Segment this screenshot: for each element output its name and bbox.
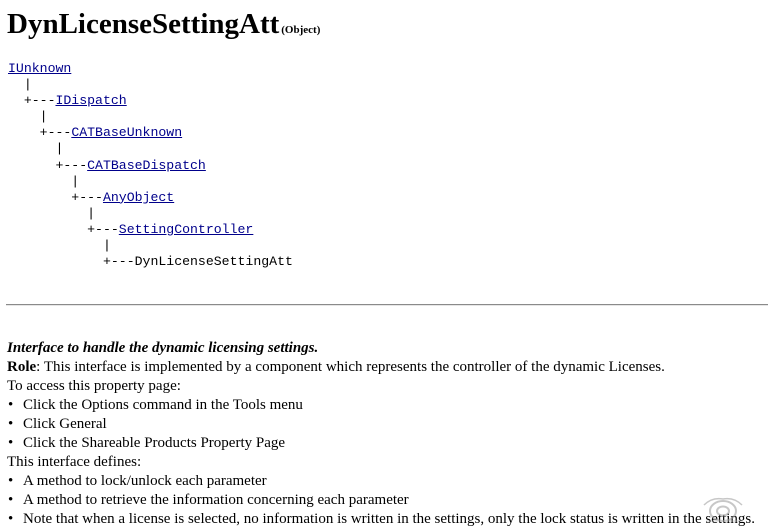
list-item: • A method to lock/unlock each parameter: [8, 473, 267, 489]
list-item: • Note that when a license is selected, no information is written in the settings, only the lock status is written in the settings.: [8, 511, 755, 527]
tree-link-anyobject[interactable]: AnyObject: [102, 189, 175, 205]
bullet-icon: •: [8, 492, 14, 508]
page-title: [7, 6, 320, 48]
page-title-text: DynLicenseSettingAtt: [7, 8, 280, 40]
access-heading: To access this property page:: [7, 378, 181, 394]
bullet-icon: •: [8, 397, 14, 413]
role-text: : This interface is implemented by a component which represents the controller of the dynamic Licenses.: [36, 359, 665, 375]
bullet-icon: •: [8, 416, 14, 432]
tree-link-idispatch[interactable]: IDispatch: [55, 93, 127, 109]
tree-link-catbasedispatch[interactable]: CATBaseDispatch: [87, 157, 206, 173]
list-item: • Click the Shareable Products Property Page: [8, 435, 286, 451]
bullet-icon: •: [8, 435, 14, 451]
tree-link-catbaseunknown[interactable]: CATBaseUnknown: [71, 125, 183, 141]
object-tag: (Object): [281, 24, 321, 36]
watermark-logo-icon: [700, 495, 746, 525]
defines-heading: This interface defines:: [7, 454, 142, 470]
interface-description: [7, 339, 765, 529]
list-item: • Click the Options command in the Tools menu: [8, 397, 303, 413]
list-item: • A method to retrieve the information concerning each parameter: [8, 492, 409, 508]
tree-current-class: DynLicenseSettingAtt: [134, 254, 293, 270]
role-paragraph: [7, 358, 765, 377]
role-label: Role: [7, 359, 37, 375]
access-steps-list: [7, 396, 765, 453]
bullet-icon: •: [8, 473, 14, 489]
list-item: • Click General: [8, 416, 107, 432]
defines-list: [7, 472, 765, 529]
tree-link-iunknown[interactable]: IUnknown: [8, 61, 72, 76]
section-divider: [6, 304, 768, 306]
intro-text: Interface to handle the dynamic licensing settings.: [7, 340, 319, 356]
inheritance-tree: IUnknown | +---IDispatch | +---CATBaseUnknown | +---CATBaseDispatch | +---AnyObject | +---SettingController | +---DynLicenseSettingAtt: [8, 61, 293, 270]
bullet-icon: •: [8, 511, 14, 527]
tree-link-settingcontroller[interactable]: SettingController: [118, 221, 254, 237]
